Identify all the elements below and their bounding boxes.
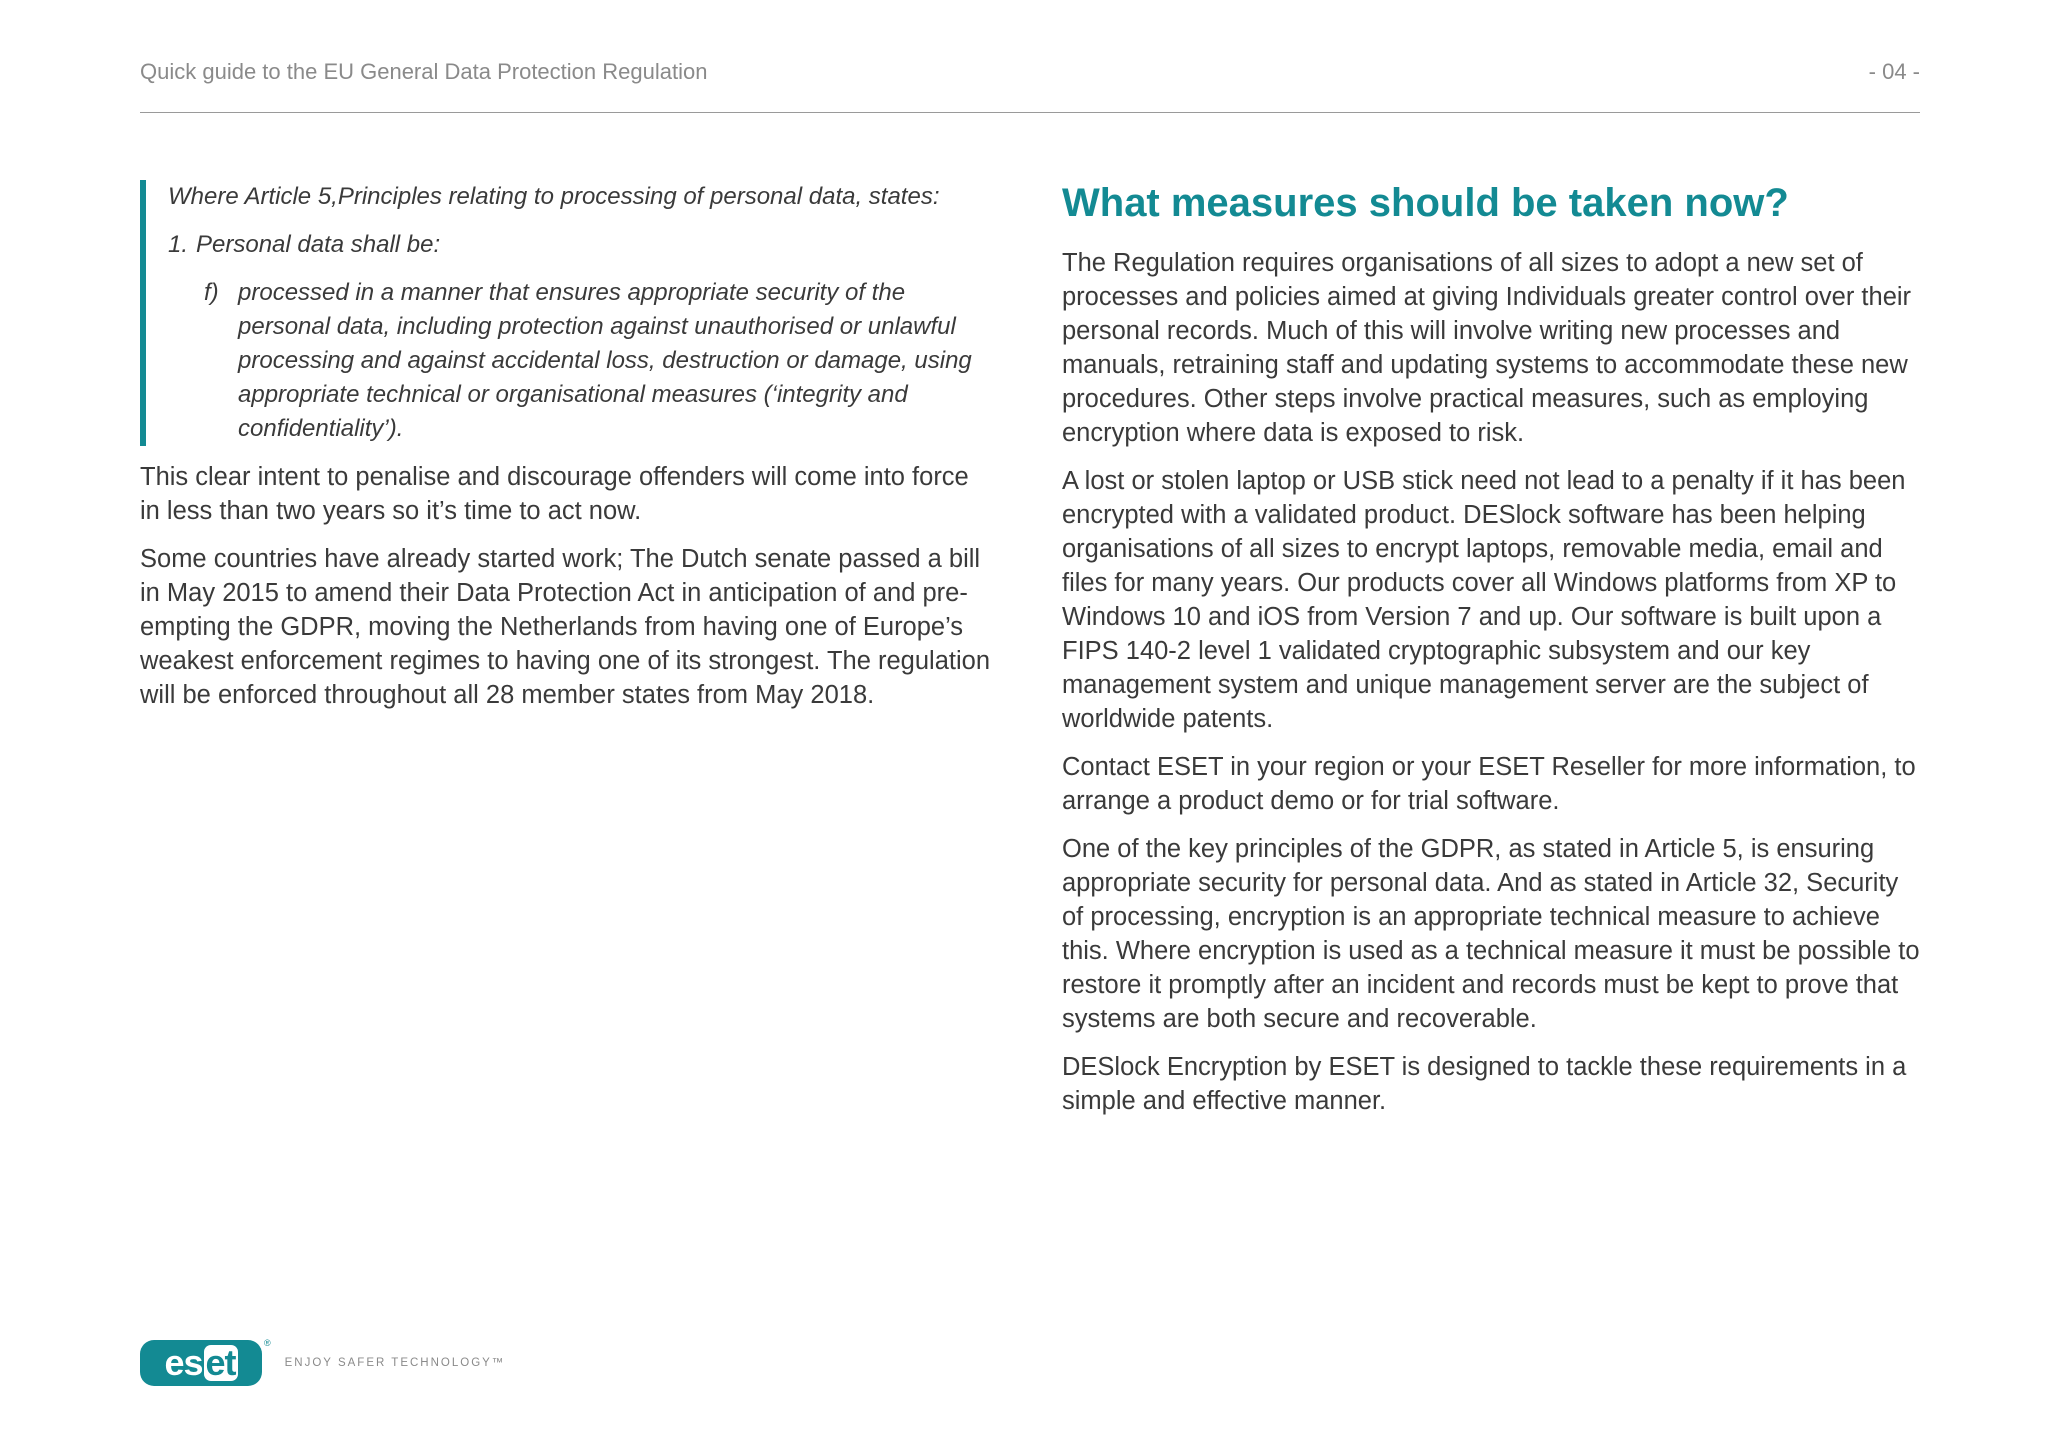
left-column bbox=[140, 180, 990, 726]
header-divider bbox=[140, 112, 1920, 113]
left-paragraph: Some countries have already started work; The Dutch senate passed a bill in May 2015 to amend their Data Protection Act in anticipation of and pre-empting the GDPR, moving the Netherlands from having one of Europe’s weakest enforcement regimes to having one of its strongest. The regulation will be enforced throughout all 28 member states from May 2018. bbox=[140, 545, 991, 709]
page-footer bbox=[140, 1340, 505, 1386]
left-paragraph: This clear intent to penalise and discourage offenders will come into force in less than two years so it’s time to act now. bbox=[140, 463, 969, 525]
quote-subitem-label: f) bbox=[204, 279, 219, 306]
section-heading: What measures should be taken now? bbox=[1062, 181, 1789, 225]
document-title: Quick guide to the EU General Data Protection Regulation bbox=[140, 59, 708, 84]
page-header bbox=[140, 52, 1920, 92]
eset-logo bbox=[140, 1340, 262, 1386]
quote-item-label: 1. bbox=[168, 231, 189, 258]
right-column bbox=[1062, 180, 1922, 1132]
page-number: - 04 - bbox=[1868, 59, 1920, 84]
quote-subitem bbox=[168, 276, 990, 446]
logo-registered-mark: ® bbox=[264, 1338, 271, 1348]
quote-intro: Where Article 5,Principles relating to processing of personal data, states: bbox=[168, 183, 940, 210]
article-quote bbox=[140, 180, 990, 446]
logo-text-et: et bbox=[205, 1342, 236, 1383]
logo-text-es: es bbox=[164, 1342, 203, 1383]
quote-item-text: Personal data shall be: bbox=[196, 231, 441, 258]
quote-subitem-text: processed in a manner that ensures appropriate security of the personal data, including protection against unauthorised or unlawful processing and against accidental loss, destruction or damage, using appropriate technical or organisational measures (‘integrity and confidentiality’). bbox=[238, 279, 972, 442]
right-paragraph: Contact ESET in your region or your ESET Reseller for more information, to arrange a product demo or for trial software. bbox=[1062, 753, 1916, 815]
right-paragraph: DESlock Encryption by ESET is designed to tackle these requirements in a simple and effective manner. bbox=[1062, 1053, 1907, 1115]
quote-item bbox=[168, 228, 990, 262]
right-paragraph: One of the key principles of the GDPR, as stated in Article 5, is ensuring appropriate security for personal data. And as stated in Article 32, Security of processing, encryption is an appropriate technical measure to achieve this. Where encryption is used as a technical measure it must be possible to restore it promptly after an incident and records must be kept to prove that systems are both secure and recoverable. bbox=[1062, 835, 1920, 1033]
tagline: ENJOY SAFER TECHNOLOGY™ bbox=[284, 1357, 506, 1369]
right-paragraph: A lost or stolen laptop or USB stick need not lead to a penalty if it has been encrypted with a validated product. DESlock software has been helping organisations of all sizes to encrypt laptops, removable media, email and files for many years. Our products cover all Windows platforms from XP to Windows 10 and iOS from Version 7 and up. Our software is built upon a FIPS 140-2 level 1 validated cryptographic subsystem and our key management system and unique management server are the subject of worldwide patents. bbox=[1062, 467, 1906, 733]
right-paragraph: The Regulation requires organisations of all sizes to adopt a new set of processes and policies aimed at giving Individuals greater control over their personal records. Much of this will involve writing new processes and manuals, retraining staff and updating systems to accommodate these new procedures. Other steps involve practical measures, such as employing encryption where data is exposed to risk. bbox=[1062, 249, 1912, 447]
